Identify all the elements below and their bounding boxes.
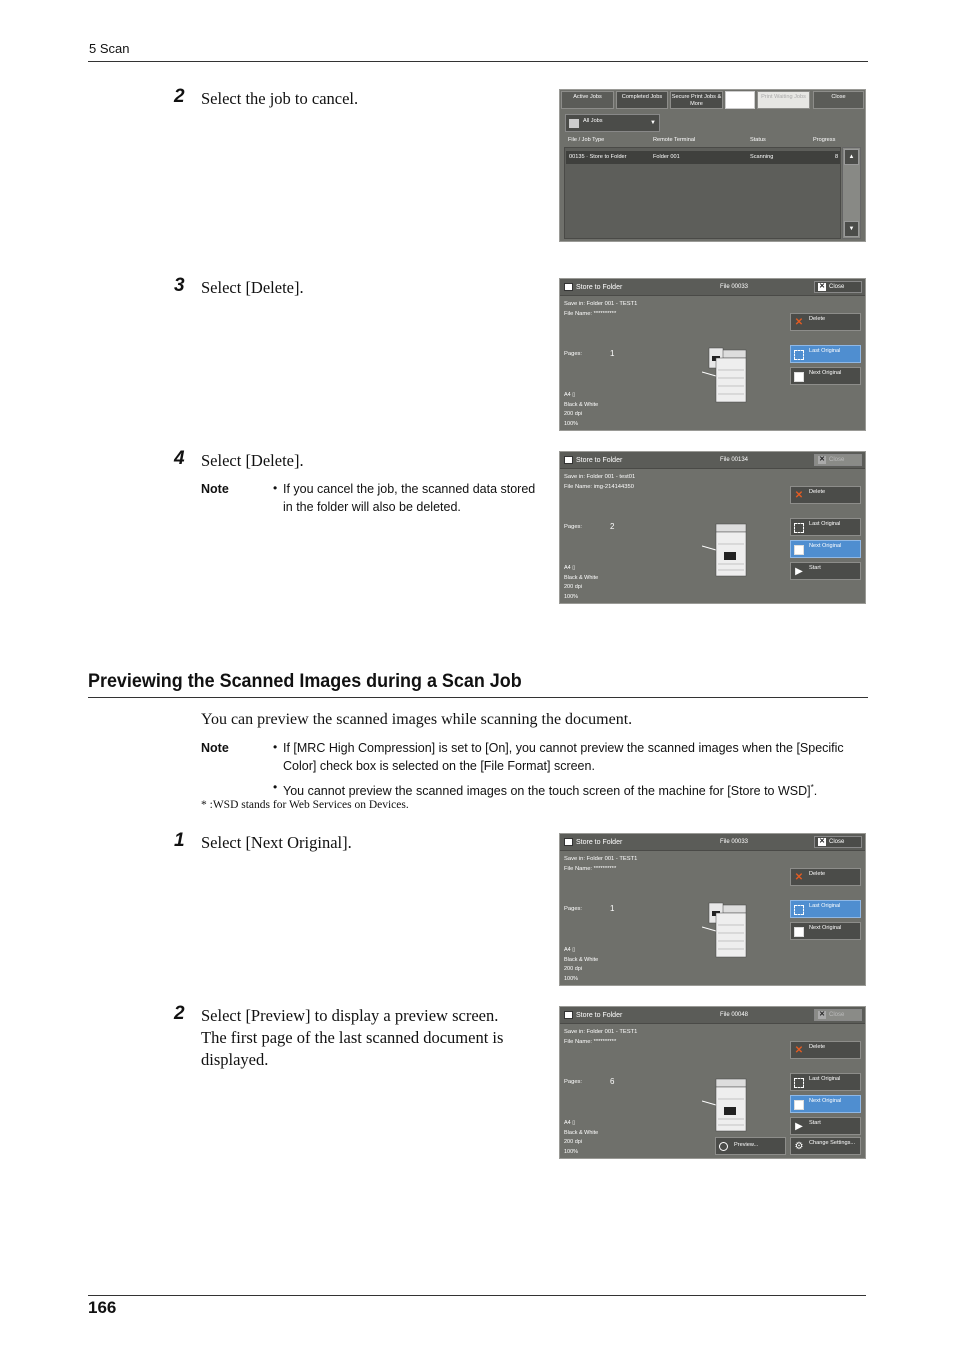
delete-button[interactable]: ✕ Delete [790, 868, 861, 886]
step-number: 2 [174, 86, 185, 107]
step-text: Select [Preview] to display a preview screen. The first page of the last scanned document is displayed. [201, 1006, 504, 1069]
last-original-icon [794, 905, 804, 915]
close-icon: ✕ [819, 838, 825, 845]
delete-button[interactable]: ✕ Delete [790, 1041, 861, 1059]
gear-icon: ⚙ [794, 1141, 804, 1152]
store-to-folder-screen: Store to Folder File 00048 ✕ Close Save in: Folder 001 - TEST1 File Name: ********** Pages: 6 A4 ▯ Black & White 200 dpi 100% ✕ Delete Last Original Next Original ▶ Start Preview... ⚙ Change Settings... [559, 1006, 866, 1159]
next-original-button[interactable]: Next Original [790, 367, 861, 385]
title-bar: Store to Folder File 00033 ✕ Close [560, 834, 865, 851]
step-text: Select [Delete]. [201, 451, 304, 470]
table-row[interactable]: 00135 · Store to Folder Folder 001 Scanning 8 [566, 151, 840, 164]
note-label: Note [201, 741, 229, 755]
delete-x-icon: ✕ [794, 1045, 804, 1056]
note-text: If [MRC High Compression] is set to [On], you cannot preview the scanned images when the [Specific Color] check box is selected on the [File Format] screen. [283, 741, 844, 773]
start-button[interactable]: ▶ Start [790, 1117, 861, 1135]
header-rule [88, 61, 868, 62]
bullet: • [273, 780, 278, 794]
scan-settings: A4 ▯ Black & White 200 dpi 100% [564, 392, 599, 428]
save-info: Save in: Folder 001 - TEST1 File Name: ********** [564, 1029, 638, 1045]
close-button[interactable]: Close [813, 91, 864, 109]
store-to-folder-screen: Store to Folder File 00033 ✕ Close Save in: Folder 001 - TEST1 File Name: ********** Pages: 1 A4 ▯ Black & White 200 dpi 100% ✕ Delete Last Original Next Original [559, 833, 866, 986]
bullet: • [273, 740, 278, 754]
pages-count: 1 [610, 904, 615, 913]
folder-icon [564, 838, 573, 846]
job-list [564, 147, 841, 239]
document-icon [794, 372, 804, 382]
step-text: Select [Delete]. [201, 278, 304, 297]
pages-count: 2 [610, 522, 615, 531]
column-header-progress: Progress [813, 137, 836, 143]
tab-blank [725, 91, 755, 109]
preview-button[interactable]: Preview... [715, 1137, 786, 1155]
folder-icon [564, 283, 573, 291]
last-original-icon [794, 1078, 804, 1088]
job-filter-dropdown[interactable]: All Jobs ▼ [565, 114, 660, 132]
jobs-icon [569, 119, 579, 128]
save-info: Save in: Folder 001 - TEST1 File Name: ********** [564, 856, 638, 872]
job-status-screen [559, 89, 866, 242]
tab-active-jobs[interactable]: Active Jobs [561, 91, 614, 109]
printer-illustration-icon [702, 1077, 748, 1135]
start-button[interactable]: ▶ Start [790, 562, 861, 580]
step-text: Select [Next Original]. [201, 833, 352, 852]
close-button[interactable]: ✕ Close [814, 281, 862, 293]
note-label: Note [201, 482, 229, 496]
close-icon: ✕ [819, 1011, 825, 1018]
chevron-down-icon: ▼ [650, 120, 656, 126]
column-header-terminal: Remote Terminal [653, 137, 696, 143]
column-header-status: Status [750, 137, 766, 143]
save-info: Save in: Folder 001 - TEST1 File Name: ********** [564, 301, 638, 317]
title-bar: Store to Folder File 00033 ✕ Close [560, 279, 865, 296]
close-button[interactable]: ✕ Close [814, 1009, 862, 1021]
bullet: • [273, 481, 278, 495]
note-text: If you cancel the job, the scanned data stored in the folder will also be deleted. [283, 482, 536, 514]
printer-illustration-icon [702, 346, 748, 404]
last-original-button[interactable]: Last Original [790, 518, 861, 536]
printer-illustration-icon [702, 522, 748, 580]
delete-x-icon: ✕ [794, 872, 804, 883]
section-intro: You can preview the scanned images while scanning the document. [201, 711, 633, 728]
scrollbar[interactable] [842, 147, 861, 239]
close-icon: ✕ [819, 456, 825, 463]
scroll-down-button[interactable]: ▼ [844, 221, 859, 237]
footer-rule [88, 1295, 866, 1296]
last-original-button[interactable]: Last Original [790, 345, 861, 363]
next-original-button[interactable]: Next Original [790, 922, 861, 940]
scan-settings: A4 ▯ Black & White 200 dpi 100% [564, 565, 599, 601]
scan-settings: A4 ▯ Black & White 200 dpi 100% [564, 1120, 599, 1156]
footnote: * :WSD stands for Web Services on Devices. [201, 799, 409, 811]
close-icon: ✕ [819, 283, 825, 290]
next-original-button[interactable]: Next Original [790, 1095, 861, 1113]
store-to-folder-screen: Store to Folder File 00134 ✕ Close Save in: Folder 001 - test01 File Name: img-214144350 Pages: 2 A4 ▯ Black & White 200 dpi 100% ✕ Delete Last Original Next Original ▶ Start [559, 451, 866, 604]
store-to-folder-screen: Store to Folder File 00033 ✕ Close Save in: Folder 001 - TEST1 File Name: ********** Pages: 1 A4 ▯ Black & White 200 dpi 100% ✕ Delete Last Original Next Original [559, 278, 866, 431]
step-number: 1 [174, 830, 185, 851]
last-original-icon [794, 523, 804, 533]
delete-x-icon: ✕ [794, 317, 804, 328]
last-original-button[interactable]: Last Original [790, 900, 861, 918]
scan-settings: A4 ▯ Black & White 200 dpi 100% [564, 947, 599, 983]
last-original-icon [794, 350, 804, 360]
section-heading: Previewing the Scanned Images during a Scan Job [88, 670, 522, 692]
note-text: You cannot preview the scanned images on the touch screen of the machine for [Store to WSD]*. [283, 783, 818, 799]
play-icon: ▶ [795, 566, 803, 577]
delete-button[interactable]: ✕ Delete [790, 486, 861, 504]
chapter-header: 5 Scan [89, 41, 130, 56]
step-number: 2 [174, 1003, 185, 1024]
step-number: 4 [174, 448, 185, 469]
column-header-file: File / Job Type [568, 137, 605, 143]
section-rule [88, 697, 868, 698]
close-button[interactable]: ✕ Close [814, 836, 862, 848]
page-number: 166 [88, 1298, 117, 1317]
step-number: 3 [174, 275, 185, 296]
tab-print-waiting-jobs[interactable]: Print Waiting Jobs [757, 91, 810, 109]
magnifier-icon [719, 1142, 728, 1151]
delete-x-icon: ✕ [794, 490, 804, 501]
save-info: Save in: Folder 001 - test01 File Name: img-214144350 [564, 474, 636, 490]
close-button[interactable]: ✕ Close [814, 454, 862, 466]
pages-count: 6 [610, 1077, 615, 1086]
title-bar: Store to Folder File 00048 ✕ Close [560, 1007, 865, 1024]
tab-completed-jobs[interactable]: Completed Jobs [616, 91, 668, 109]
delete-button[interactable]: ✕ Delete [790, 313, 861, 331]
pages-count: 1 [610, 349, 615, 358]
folder-icon [564, 456, 573, 464]
document-icon [794, 545, 804, 555]
last-original-button[interactable]: Last Original [790, 1073, 861, 1091]
document-icon [794, 1100, 804, 1110]
title-bar: Store to Folder File 00134 ✕ Close [560, 452, 865, 469]
folder-icon [564, 1011, 573, 1019]
printer-illustration-icon [702, 901, 748, 959]
change-settings-button[interactable]: ⚙ Change Settings... [790, 1137, 861, 1155]
scroll-up-button[interactable]: ▲ [844, 149, 859, 165]
play-icon: ▶ [795, 1121, 803, 1132]
next-original-button[interactable]: Next Original [790, 540, 861, 558]
step-text: Select the job to cancel. [201, 89, 359, 108]
tab-secure-print-jobs[interactable]: Secure Print Jobs & More [670, 91, 723, 109]
document-icon [794, 927, 804, 937]
